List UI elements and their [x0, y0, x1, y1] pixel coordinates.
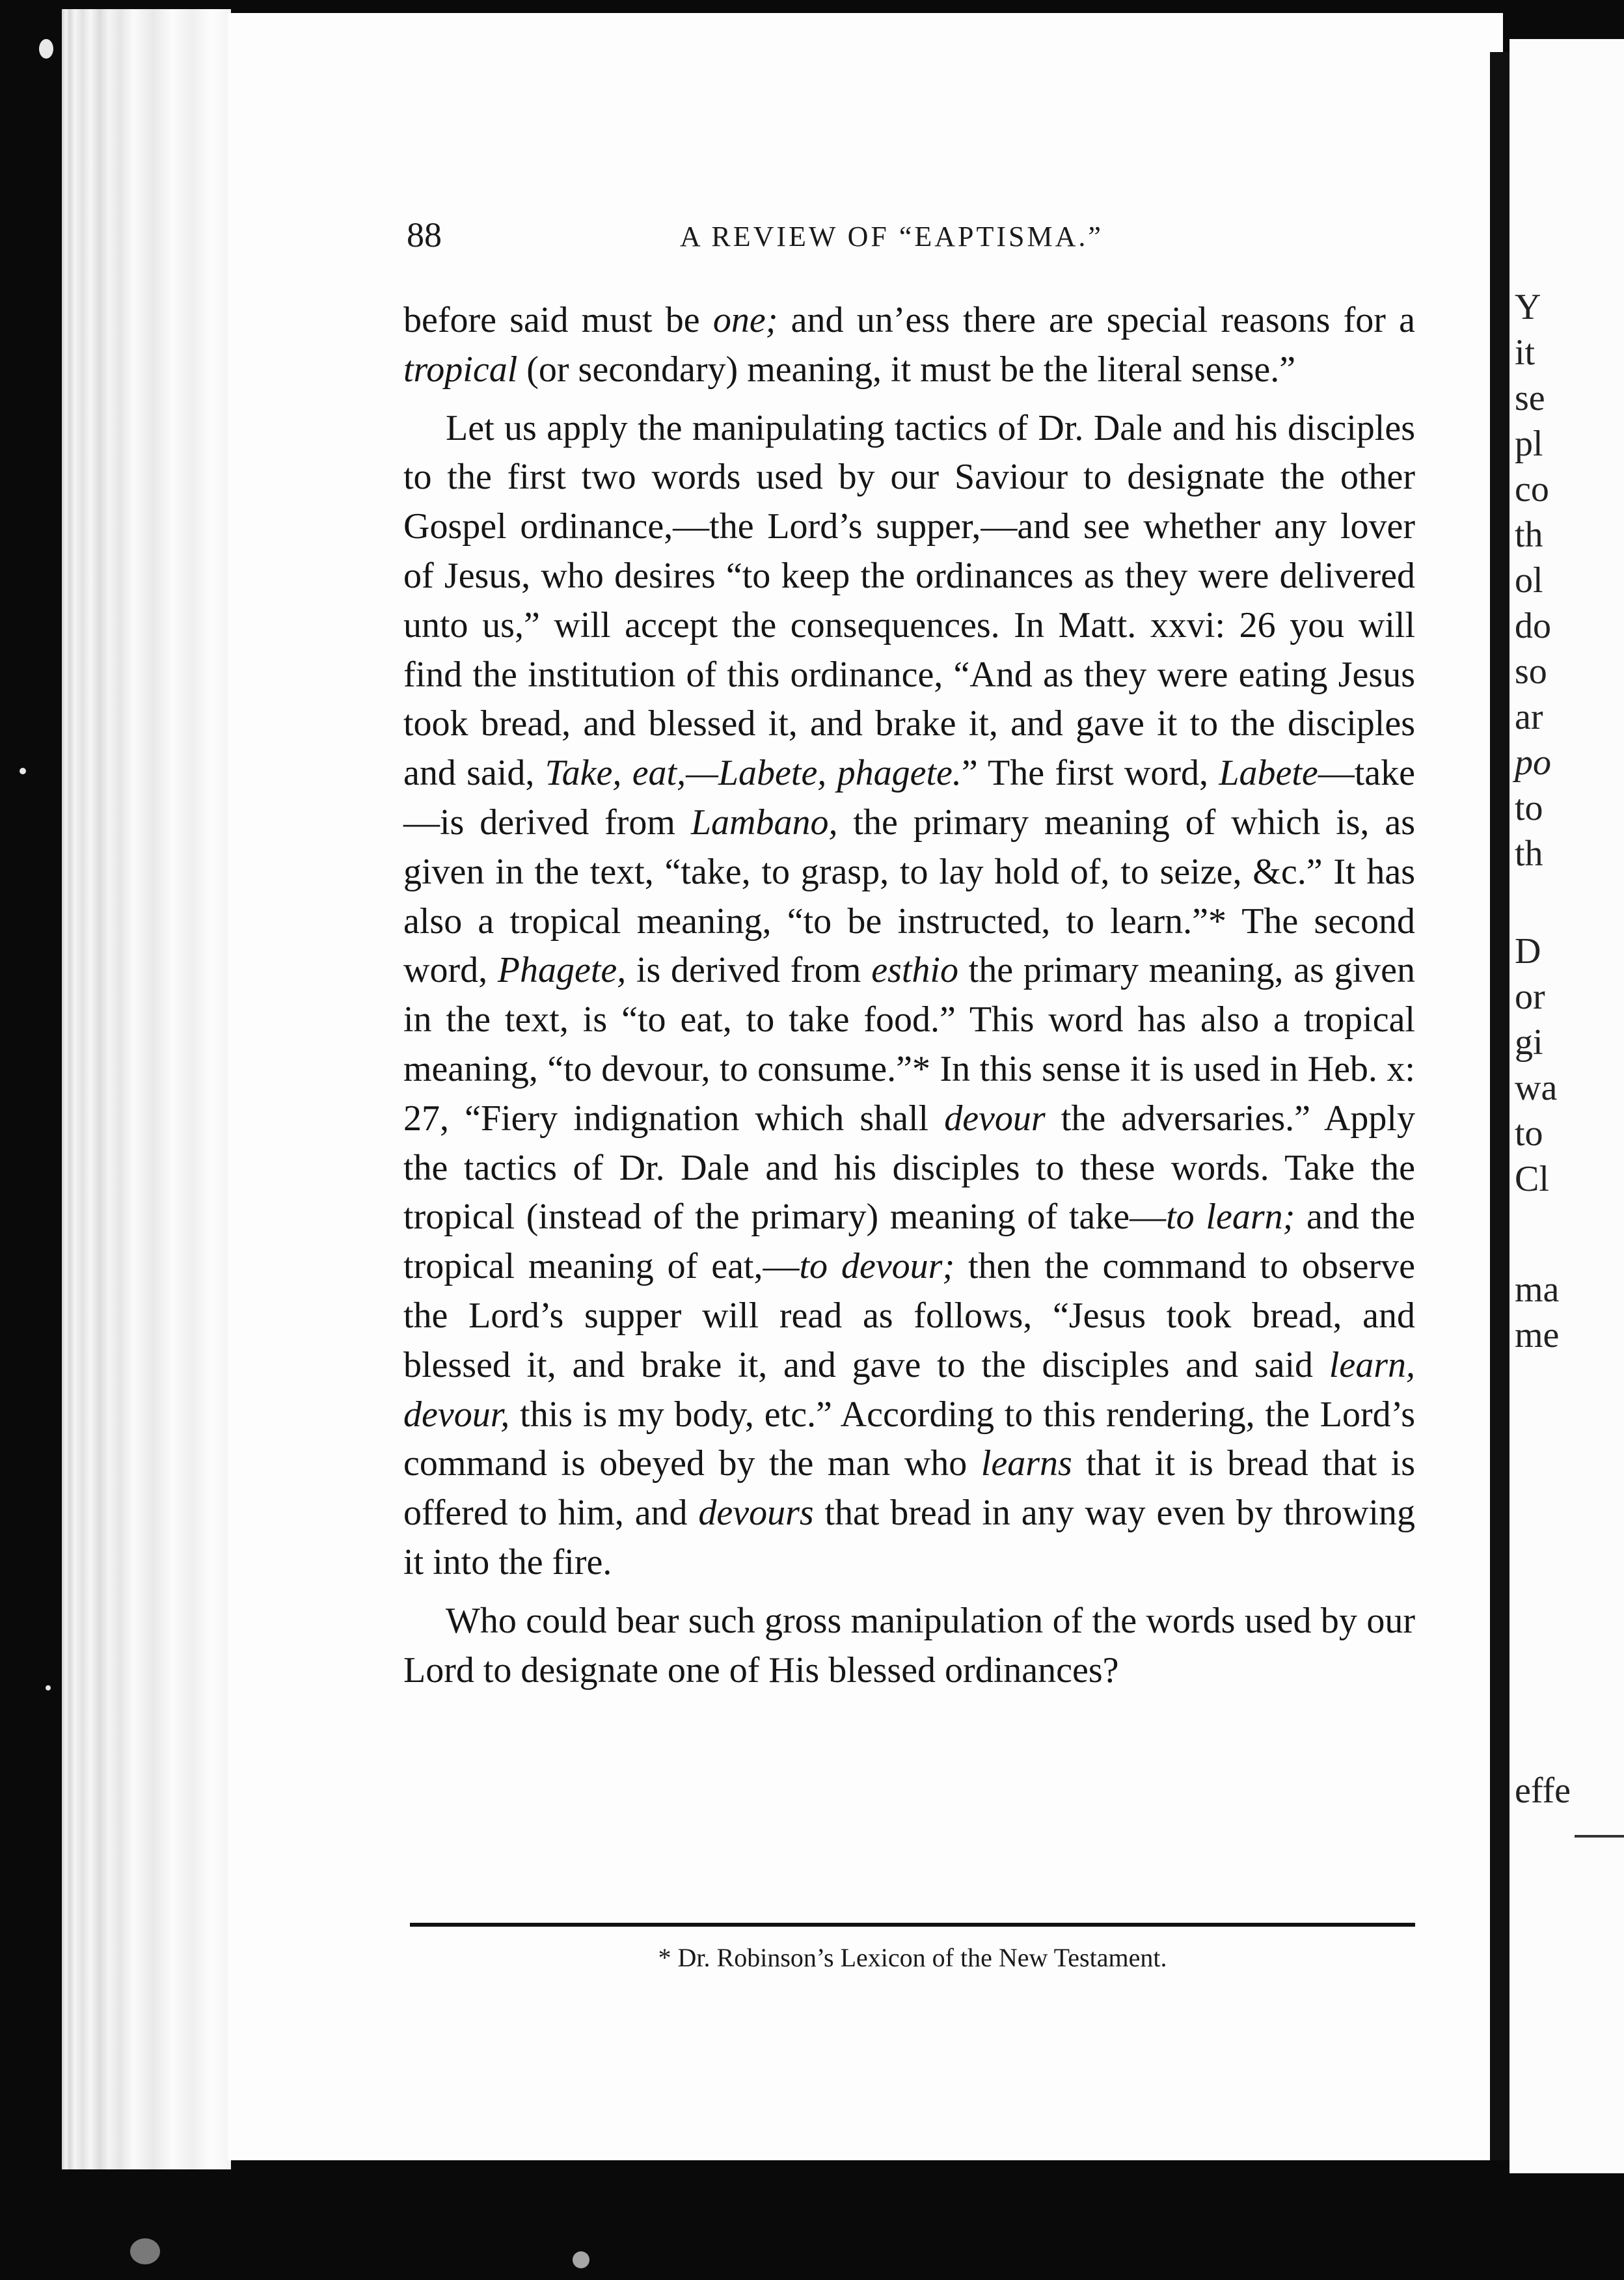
- dust-speck: [130, 2238, 160, 2264]
- text-run: Let us apply the manipulating tactics of Dr. Dale and his disciples to the first two words used by our Saviour to designate the other Gospel ordinance,—the Lord’s supper,—and see whether any lover of Jesus, who desires “to keep the ordinances as they were delivered unto us,” will accept the consequences. In Matt. xxvi: 26 you will find the institution of this ordinance, “And as they were eating Jesus took bread, and blessed it, and brake it, and gave it to the disciples and said,: [403, 407, 1415, 794]
- book-gutter: [1490, 52, 1509, 2160]
- text-run: is derived from: [626, 950, 872, 991]
- paragraph: [403, 1597, 1415, 1696]
- dust-speck: [573, 2251, 589, 2268]
- facing-page-fragment: to: [1515, 1113, 1543, 1154]
- facing-page-fragment: effe: [1515, 1771, 1571, 1811]
- body-text: [403, 296, 1415, 1695]
- text-run: and the tropical meaning of eat,—: [403, 1197, 1415, 1287]
- italic-term: Lambano,: [690, 802, 838, 843]
- text-run: the primary meaning, as given in the text, is “to eat, to take food.” This word has also a tropical meaning, “to devour, to consume.”* In this sense it is used in Heb. x: 27, “Fiery indignation which shall: [403, 950, 1416, 1139]
- facing-page-fragment: th: [1515, 834, 1543, 874]
- footnote-rule: [410, 1923, 1415, 1927]
- paragraph: [403, 296, 1415, 395]
- facing-page-fragment: or: [1515, 977, 1545, 1017]
- italic-term: one;: [712, 300, 778, 340]
- page-number: 88: [407, 215, 442, 254]
- dust-speck: [46, 1685, 51, 1690]
- dust-speck: [39, 39, 53, 59]
- facing-page-fragment: se: [1515, 378, 1545, 418]
- italic-term: tropical: [403, 349, 518, 390]
- italic-term: Phagete,: [497, 950, 627, 991]
- facing-page-fragment: Y: [1515, 287, 1541, 327]
- text-run: (or secondary) meaning, it must be the literal sense.”: [517, 349, 1296, 390]
- facing-page-rule: [1575, 1835, 1624, 1838]
- italic-term: esthio: [871, 950, 958, 991]
- facing-page-fragment: Cl: [1515, 1159, 1549, 1199]
- italic-term: Take, eat,—Labete, phagete.: [545, 753, 962, 794]
- facing-page-fragment: so: [1515, 651, 1547, 692]
- text-run: that bread in any way even by throwing it into the fire.: [403, 1493, 1415, 1582]
- facing-page-fragment: me: [1515, 1315, 1560, 1355]
- facing-page-fragment: do: [1515, 606, 1551, 646]
- italic-term: to devour;: [799, 1246, 955, 1287]
- facing-page-fragment: D: [1515, 931, 1541, 971]
- facing-page-fragment: gi: [1515, 1022, 1543, 1063]
- text-run: —take—is derived from: [403, 753, 1416, 843]
- text-run: ” The first word,: [961, 753, 1219, 794]
- text-run: that it is bread that is offered to him, and: [403, 1443, 1415, 1534]
- footnote: * Dr. Robinson’s Lexicon of the New Testament.: [658, 1943, 1167, 1972]
- text-run: then the command to observe the Lord’s supper will read as follows, “Jesus took bread, and blessed it, and brake it, and gave to the disciples and said: [403, 1246, 1416, 1385]
- book-page-edges: [62, 9, 231, 2169]
- text-run: the adversaries.” Apply the tactics of Dr. Dale and his disciples to these words. Take the tropical (instead of the primary) meaning of take—: [403, 1098, 1415, 1238]
- facing-page-fragment: it: [1515, 332, 1536, 373]
- paragraph: [403, 404, 1415, 1588]
- dust-speck: [20, 768, 26, 774]
- text-run: this is my body, etc.” According to this rendering, the Lord’s command is obeyed by the man who: [403, 1394, 1415, 1484]
- text-run: and un’ess there are special reasons for a: [778, 300, 1416, 340]
- facing-page-fragment: pl: [1515, 424, 1543, 464]
- text-run: the primary meaning of which is, as given in the text, “take, to grasp, to lay hold of, to seize, &c.” It has also a tropical meaning, “to be instructed, to learn.”* The second word,: [403, 802, 1416, 991]
- text-run: Who could bear such gross manipulation of the words used by our Lord to designate one of His blessed ordinances?: [403, 1600, 1415, 1690]
- facing-page-fragment: po: [1515, 742, 1551, 783]
- facing-page-fragment: ar: [1515, 697, 1543, 737]
- facing-page-fragment: th: [1515, 515, 1543, 555]
- italic-term: devours: [698, 1493, 814, 1534]
- text-run: before said must be: [403, 300, 713, 340]
- facing-page-fragment: to: [1515, 788, 1543, 828]
- italic-term: learns: [981, 1443, 1072, 1484]
- facing-page-fragment: ol: [1515, 560, 1543, 601]
- italic-term: Labete: [1219, 753, 1318, 794]
- italic-term: learn, devour,: [403, 1344, 1415, 1435]
- facing-page-fragment: co: [1515, 469, 1549, 509]
- facing-page-fragment: wa: [1515, 1068, 1558, 1108]
- running-head: [407, 215, 1418, 267]
- facing-page: [1509, 39, 1624, 2173]
- facing-page-fragment: ma: [1515, 1269, 1560, 1310]
- running-title: A REVIEW OF “EAPTISMA.”: [680, 221, 1103, 252]
- italic-term: devour: [944, 1098, 1046, 1139]
- italic-term: to learn;: [1166, 1197, 1295, 1238]
